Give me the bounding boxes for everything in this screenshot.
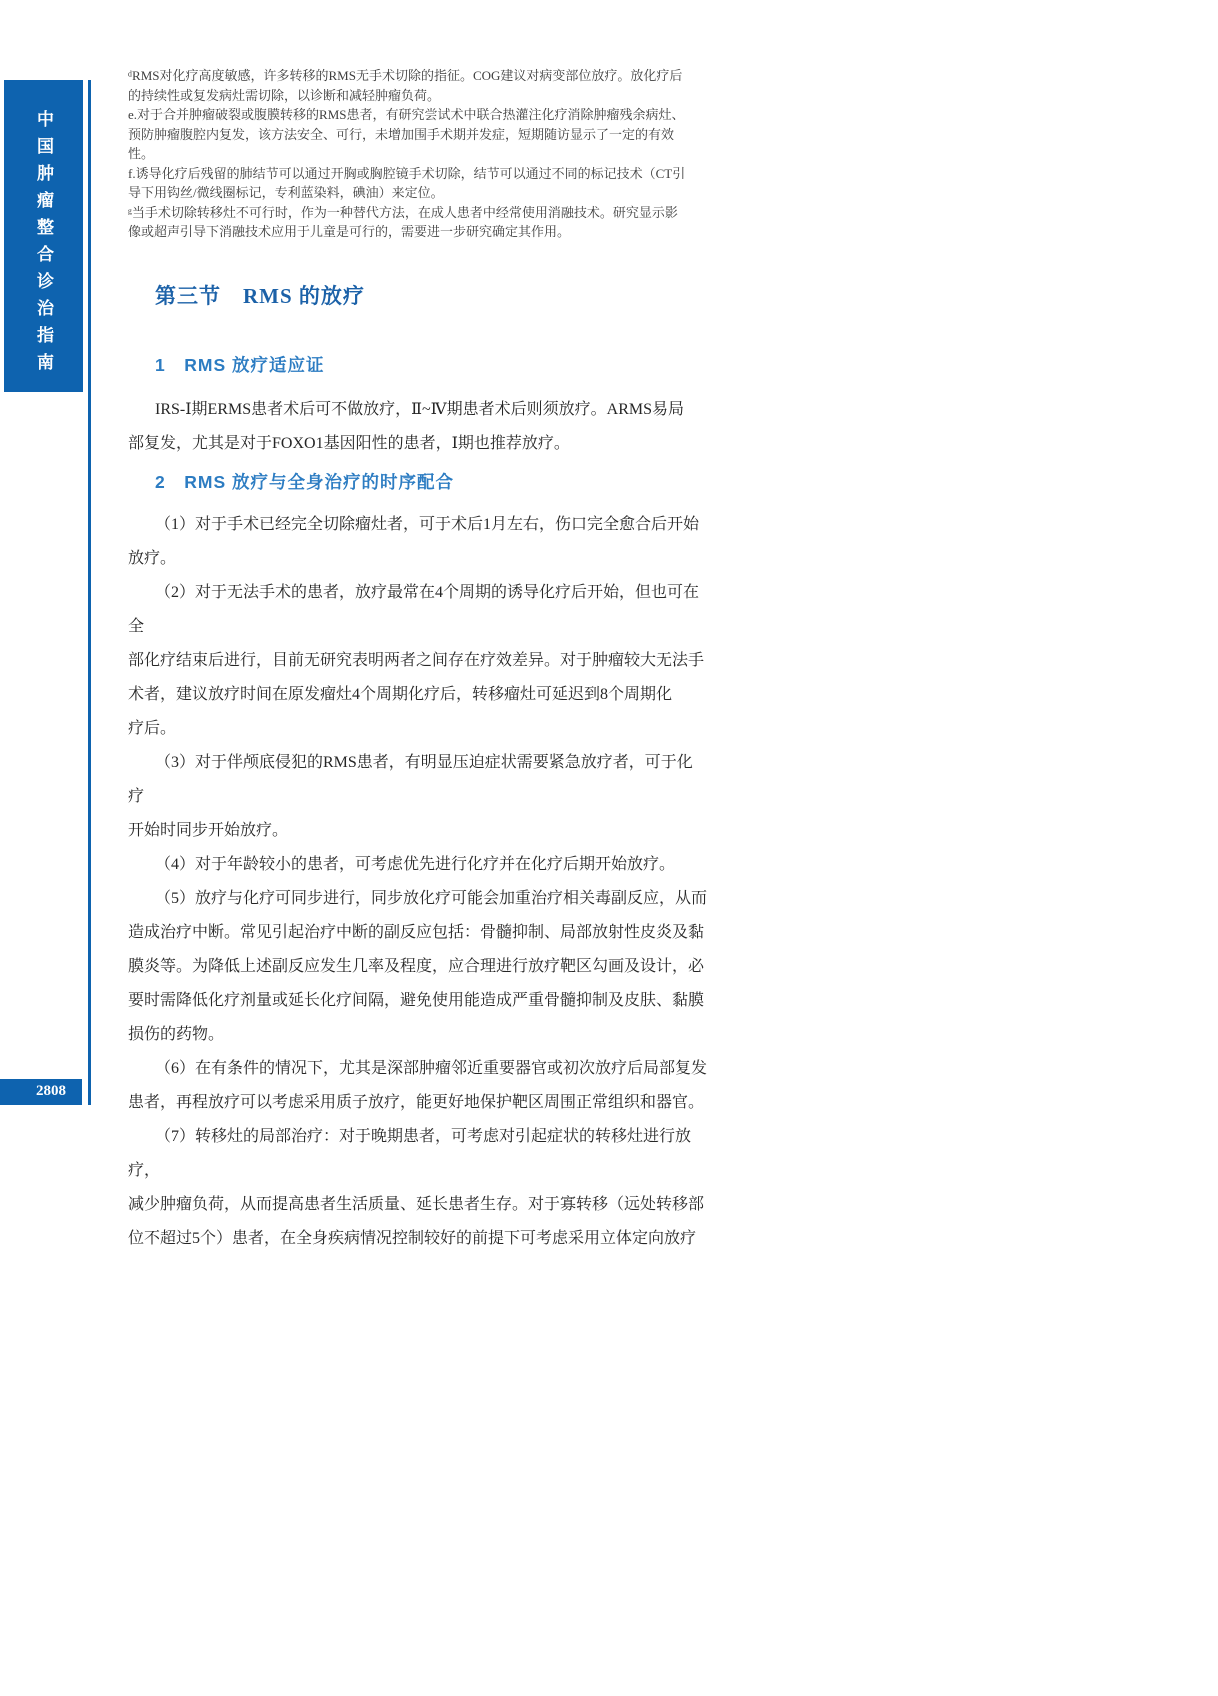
body-line: 疗后。 xyxy=(128,719,177,737)
body-line: 患者，再程放疗可以考虑采用质子放疗，能更好地保护靶区周围正常组织和器官。 xyxy=(128,1093,705,1111)
body-line: 开始时同步开始放疗。 xyxy=(128,821,289,839)
body-line: 损伤的药物。 xyxy=(128,1025,225,1043)
subsection-1-paragraph xyxy=(128,393,708,461)
sidebar-title-box xyxy=(4,80,83,392)
footnote-line: 导下用钩丝/微线圈标记，专利蓝染料，碘油）来定位。 xyxy=(128,185,444,200)
body-line: （7）转移灶的局部治疗：对于晚期患者，可考虑对引起症状的转移灶进行放疗， xyxy=(128,1127,692,1179)
footnote-line: f.诱导化疗后残留的肺结节可以通过开胸或胸腔镜手术切除，结节可以通过不同的标记技术（CT引 xyxy=(128,165,686,181)
subsection-heading-2: 2 RMS 放疗与全身治疗的时序配合 xyxy=(155,471,454,492)
body-line: 减少肿瘤负荷，从而提高患者生活质量、延长患者生存。对于寡转移（远处转移部 xyxy=(128,1195,705,1213)
footnotes-block xyxy=(128,66,708,242)
body-line: 造成治疗中断。常见引起治疗中断的副反应包括：骨髓抑制、局部放射性皮炎及黏 xyxy=(128,923,705,941)
subsection-2-paragraphs xyxy=(128,508,708,1256)
body-line: （2）对于无法手术的患者，放疗最常在4个周期的诱导化疗后开始，但也可在全 xyxy=(128,583,700,635)
body-line: 要时需降低化疗剂量或延长化疗间隔，避免使用能造成严重骨髓抑制及皮肤、黏膜 xyxy=(128,991,705,1009)
body-line: 术者，建议放疗时间在原发瘤灶4个周期化疗后，转移瘤灶可延迟到8个周期化 xyxy=(128,685,673,703)
book-title-vertical: 中国肿瘤整合诊治指南 xyxy=(34,110,53,380)
body-line: 位不超过5个）患者，在全身疾病情况控制较好的前提下可考虑采用立体定向放疗 xyxy=(128,1229,697,1247)
footnote-line: 像或超声引导下消融技术应用于儿童是可行的，需要进一步研究确定其作用。 xyxy=(128,224,571,239)
body-line: （3）对于伴颅底侵犯的RMS患者，有明显压迫症状需要紧急放疗者，可于化疗 xyxy=(128,753,693,805)
body-line: （1）对于手术已经完全切除瘤灶者，可于术后1月左右，伤口完全愈合后开始 xyxy=(155,515,700,533)
sidebar-divider-line xyxy=(88,80,91,1105)
body-line: （5）放疗与化疗可同步进行，同步放化疗可能会加重治疗相关毒副反应，从而 xyxy=(155,889,708,907)
body-line: 部复发，尤其是对于FOXO1基因阳性的患者，Ⅰ期也推荐放疗。 xyxy=(128,434,570,452)
body-line: （6）在有条件的情况下，尤其是深部肿瘤邻近重要器官或初次放疗后局部复发 xyxy=(155,1059,708,1077)
footnote-line: ᵍ当手术切除转移灶不可行时，作为一种替代方法，在成人患者中经常使用消融技术。研究显示影 xyxy=(128,204,678,220)
body-line: （4）对于年龄较小的患者，可考虑优先进行化疗并在化疗后期开始放疗。 xyxy=(155,855,676,873)
footnote-line: 性。 xyxy=(128,146,155,161)
footnote-line: ᵈRMS对化疗高度敏感，许多转移的RMS无手术切除的指征。COG建议对病变部位放疗。放化疗后 xyxy=(128,68,683,83)
body-line: 膜炎等。为降低上述副反应发生几率及程度，应合理进行放疗靶区勾画及设计，必 xyxy=(128,957,705,975)
footnote-line: 预防肿瘤腹腔内复发，该方法安全、可行，未增加围手术期并发症，短期随访显示了一定的有效 xyxy=(128,126,675,142)
main-content-column xyxy=(128,66,708,1256)
page-number-badge: 2808 xyxy=(0,1079,82,1105)
body-line: IRS-Ⅰ期ERMS患者术后可不做放疗，Ⅱ~Ⅳ期患者术后则须放疗。ARMS易局 xyxy=(155,400,684,418)
body-line: 部化疗结束后进行，目前无研究表明两者之间存在疗效差异。对于肿瘤较大无法手 xyxy=(128,651,705,669)
footnote-line: 的持续性或复发病灶需切除，以诊断和减轻肿瘤负荷。 xyxy=(128,87,441,103)
body-line: 放疗。 xyxy=(128,549,177,567)
footnote-line: e.对于合并肿瘤破裂或腹膜转移的RMS患者，有研究尝试术中联合热灌注化疗消除肿瘤残余病灶、 xyxy=(128,107,685,122)
subsection-heading-1: 1 RMS 放疗适应证 xyxy=(155,354,325,375)
section-title: 第三节 RMS 的放疗 xyxy=(155,283,365,308)
